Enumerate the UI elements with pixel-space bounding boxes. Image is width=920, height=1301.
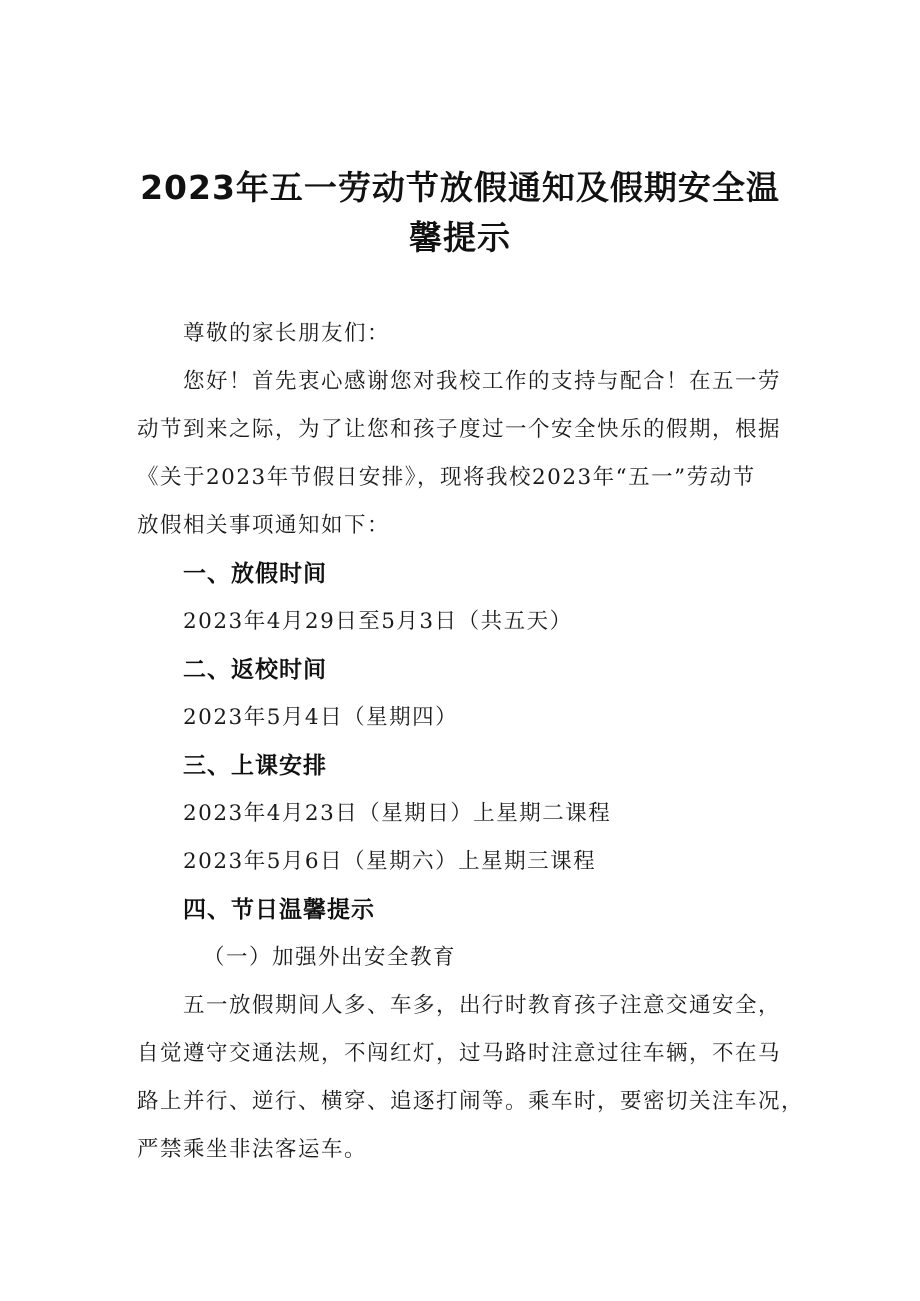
section-heading-return-time: 二、返校时间 bbox=[183, 657, 327, 683]
intro-line: 您好！首先衷心感谢您对我校工作的支持与配合！在五一劳 bbox=[183, 369, 782, 394]
tips-line: 五一放假期间人多、车多，出行时教育孩子注意交通安全， bbox=[183, 993, 782, 1018]
section-heading-class-schedule: 三、上课安排 bbox=[183, 753, 327, 779]
return-date: 2023年5月4日（星期四） bbox=[183, 705, 459, 730]
holiday-dates: 2023年4月29日至5月3日（共五天） bbox=[183, 609, 573, 634]
subsection-heading-travel-safety: （一）加强外出安全教育 bbox=[203, 945, 457, 970]
section-heading-holiday-time: 一、放假时间 bbox=[183, 561, 327, 587]
section-heading-holiday-tips: 四、节日温馨提示 bbox=[183, 897, 375, 923]
tips-line: 严禁乘坐非法客运车。 bbox=[137, 1137, 368, 1162]
tips-line: 自觉遵守交通法规，不闯红灯，过马路时注意过往车辆，不在马 bbox=[137, 1041, 782, 1066]
tips-line: 路上并行、逆行、横穿、追逐打闹等。乘车时，要密切关注车况， bbox=[137, 1089, 805, 1114]
intro-line: 《关于2023年节假日安排》，现将我校2023年“五一”劳动节 bbox=[137, 465, 756, 490]
document-title-line-1: 2023年五一劳动节放假通知及假期安全温 bbox=[140, 168, 780, 207]
intro-line: 动节到来之际，为了让您和孩子度过一个安全快乐的假期，根据 bbox=[137, 417, 782, 442]
intro-line: 放假相关事项通知如下： bbox=[137, 513, 391, 538]
salutation: 尊敬的家长朋友们： bbox=[183, 321, 391, 346]
class-schedule-line: 2023年4月23日（星期日）上星期二课程 bbox=[183, 801, 612, 826]
document-title-line-2: 馨提示 bbox=[409, 218, 511, 257]
class-schedule-line: 2023年5月6日（星期六）上星期三课程 bbox=[183, 849, 597, 874]
